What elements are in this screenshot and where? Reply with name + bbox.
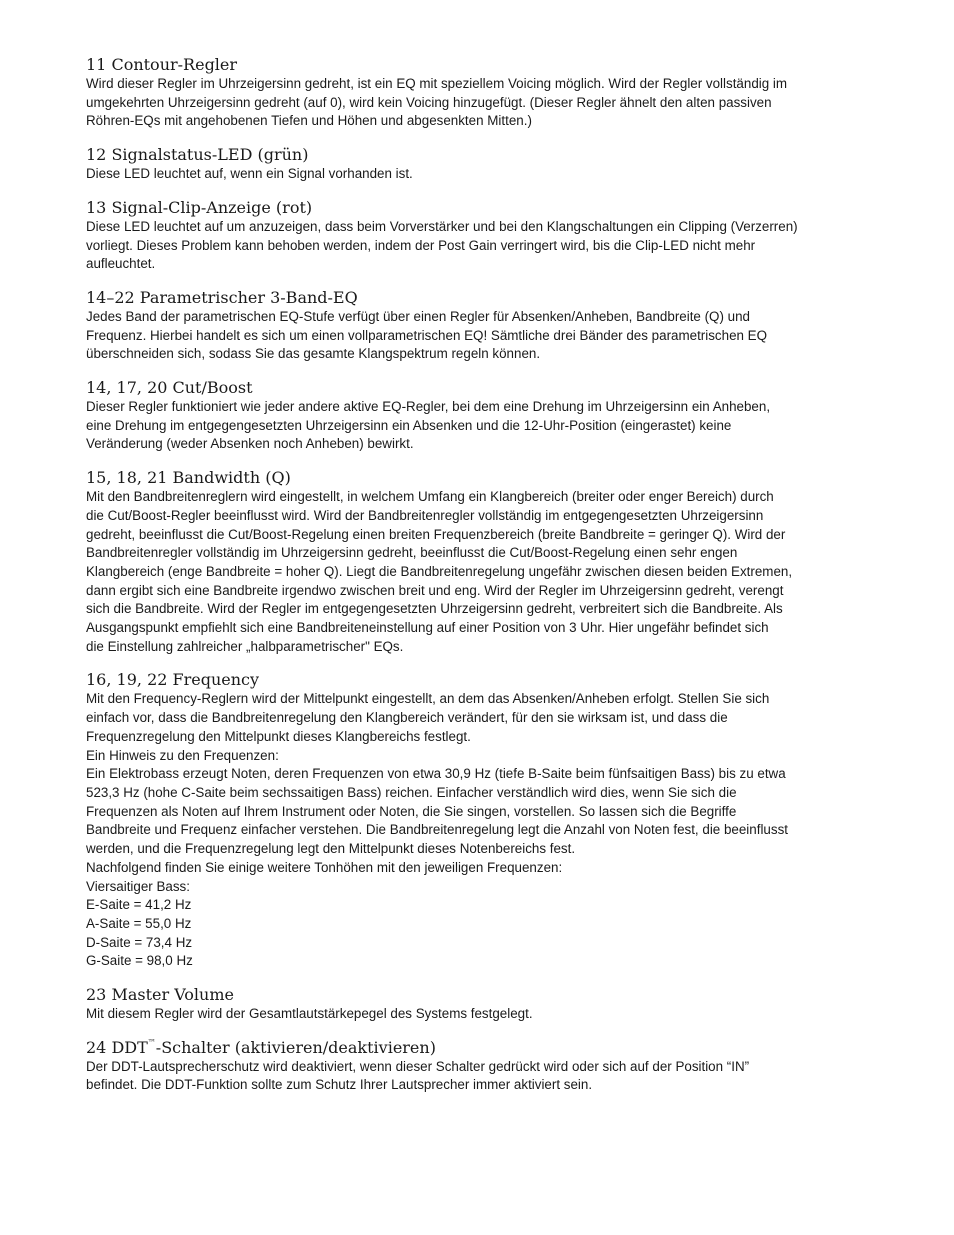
text-line: eine Drehung im entgegengesetzten Uhrzeigersinn ein Absenken und die 12-Uhr-Position (eingerastet) keine [86,417,732,433]
section-body [86,75,876,131]
text-line: Veränderung (weder Absenken noch Anheben) bewirkt. [86,436,414,452]
section-contour [86,55,876,131]
text-line: G-Saite = 98,0 Hz [86,953,193,969]
section-heading: 11 Contour-Regler [86,55,238,74]
text-line: Ausgangspunkt empfiehlt sich eine Bandbreiteneinstellung auf einer Position von 3 Uhr. Hier ungefähr befindet sich [86,620,769,636]
manual-page [86,55,876,1109]
text-line: die Cut/Boost-Regler beeinflusst wird. Wird der Bandbreitenregler vollständig im entgegengesetzten Uhrzeigersinn [86,507,764,523]
section-body [86,165,876,184]
section-heading: 12 Signalstatus-LED (grün) [86,145,309,165]
text-line: Mit den Frequency-Reglern wird der Mittelpunkt eingestellt, an dem das Absenken/Anheben erfolgt. Stellen Sie sich [86,691,770,707]
text-line: einfach vor, dass die Bandbreitenregelung den Klangbereich verändert, für den sie wirksam ist, und dass die [86,710,728,726]
section-frequency [86,670,876,971]
text-line: umgekehrten Uhrzeigersinn gedreht (auf 0), wird kein Voicing hinzugefügt. (Dieser Regler ähnelt den alten passiven [86,94,772,110]
text-line: Diese LED leuchtet auf um anzuzeigen, dass beim Vorverstärker und bei den Klangschaltungen ein Clipping (Verzerren) [86,218,798,234]
section-master-volume [86,985,876,1024]
section-heading: 13 Signal-Clip-Anzeige (rot) [86,197,313,217]
section-parametric-eq [86,288,876,364]
section-cut-boost [86,378,876,454]
section-body [86,1005,876,1024]
text-line: aufleuchtet. [86,256,156,272]
section-heading: 16, 19, 22 Frequency [86,670,260,690]
text-line: Bandbreite und Frequenz einfacher verstehen. Die Bandbreitenregelung legt die Anzahl von Noten fest, die beeinflusst [86,822,788,838]
text-line: Ein Elektrobass erzeugt Noten, deren Frequenzen von etwa 30,9 Hz (tiefe B-Saite beim fünfsaitigen Bass) bis zu etwa [86,766,786,782]
text-line: Röhren-EQs mit angehobenen Tiefen und Höhen und abgesenkten Mitten.) [86,113,532,129]
section-heading [86,1038,876,1058]
section-body [86,398,876,454]
text-line: Der DDT-Lautsprecherschutz wird deaktiviert, wenn dieser Schalter gedrückt wird oder sich auf der Position “IN” [86,1058,750,1074]
section-heading: 15, 18, 21 Bandwidth (Q) [86,468,291,488]
text-line: vorliegt. Dieses Problem kann behoben werden, indem der Post Gain verringert wird, bis die Clip-LED nicht mehr [86,237,756,253]
heading-part: 24 DDT [86,1037,148,1057]
text-line: Jedes Band der parametrischen EQ-Stufe verfügt über einen Regler für Absenken/Anheben, Bandbreite (Q) und [86,308,750,324]
text-line: Frequenz. Hierbei handelt es sich um einen vollparametrischen EQ! Sämtliche drei Bänder des parametrischen EQ [86,327,768,343]
text-line: Mit diesem Regler wird der Gesamtlautstärkepegel des Systems festgelegt. [86,1006,533,1022]
text-line: Nachfolgend finden Sie einige weitere Tonhöhen mit den jeweiligen Frequenzen: [86,859,563,875]
text-line: Diese LED leuchtet auf, wenn ein Signal vorhanden ist. [86,166,413,182]
section-body [86,218,876,274]
text-line: Wird dieser Regler im Uhrzeigersinn gedreht, ist ein EQ mit speziellem Voicing möglich. Wird der Regler vollständig im [86,76,788,91]
section-body [86,488,876,656]
text-line: D-Saite = 73,4 Hz [86,934,193,950]
section-body [86,308,876,364]
text-line: sich die Bandbreite. Wird der Regler im entgegengesetzten Uhrzeigersinn gedreht, verbreitert sich die Bandbreite. Als [86,601,783,617]
text-line: dann ergibt sich eine Bandbreite irgendwo zwischen breit und eng. Wird der Regler im Uhrzeigersinn gedreht, verengt [86,582,784,598]
section-signal-led [86,145,876,184]
section-heading: 14–22 Parametrischer 3-Band-EQ [86,287,358,307]
text-line: die Einstellung zahlreicher „halbparametrischer" EQs. [86,638,404,654]
text-line: Viersaitiger Bass: [86,878,190,894]
text-line: überschneiden sich, sodass Sie das gesamte Klangspektrum regeln können. [86,346,541,362]
text-line: Dieser Regler funktioniert wie jeder andere aktive EQ-Regler, bei dem eine Drehung im Uhrzeigersinn ein Anheben, [86,399,771,415]
text-line: 523,3 Hz (hohe C-Saite beim sechssaitigen Bass) reichen. Einfacher verständlich wird dies, wenn Sie sich die [86,784,737,800]
section-heading: 23 Master Volume [86,985,234,1005]
text-line: befindet. Die DDT-Funktion sollte zum Schutz Ihrer Lautsprecher immer aktiviert sein. [86,1077,593,1093]
text-line: Bandbreitenregler vollständig im Uhrzeigersinn gedreht, beeinflusst die Cut/Boost-Regelung einen sehr engen [86,545,738,561]
text-line: werden, und die Frequenzregelung legt den Mittelpunkt dieses Notenbereichs fest. [86,841,576,857]
text-line: Frequenzregelung den Mittelpunkt dieses Klangbereichs festlegt. [86,728,471,744]
section-clip-indicator [86,198,876,274]
trademark-mark: ™ [147,1037,156,1047]
section-body [86,690,876,971]
section-body [86,1058,876,1095]
section-bandwidth [86,468,876,656]
section-heading: 14, 17, 20 Cut/Boost [86,378,253,398]
text-line: A-Saite = 55,0 Hz [86,915,192,931]
text-line: Klangbereich (enge Bandbreite = hoher Q). Liegt die Bandbreitenregelung ungefähr zwischen diesen beiden Extremen, [86,563,793,579]
text-line: E-Saite = 41,2 Hz [86,897,192,913]
text-line: Mit den Bandbreitenreglern wird eingestellt, in welchem Umfang ein Klangbereich (breiter oder enger Bereich) durch [86,489,774,505]
section-ddt-switch [86,1038,876,1095]
text-line: gedreht, beeinflusst die Cut/Boost-Regelung einen breiten Frequenzbereich (breite Bandbreite = geringer Q). Wird der [86,526,786,542]
text-line: Ein Hinweis zu den Frequenzen: [86,747,279,763]
text-line: Frequenzen als Noten auf Ihrem Instrument oder Noten, die Sie singen, vorstellen. So lassen sich die Begriffe [86,803,737,819]
heading-part: -Schalter (aktivieren/deaktivieren) [155,1037,436,1057]
